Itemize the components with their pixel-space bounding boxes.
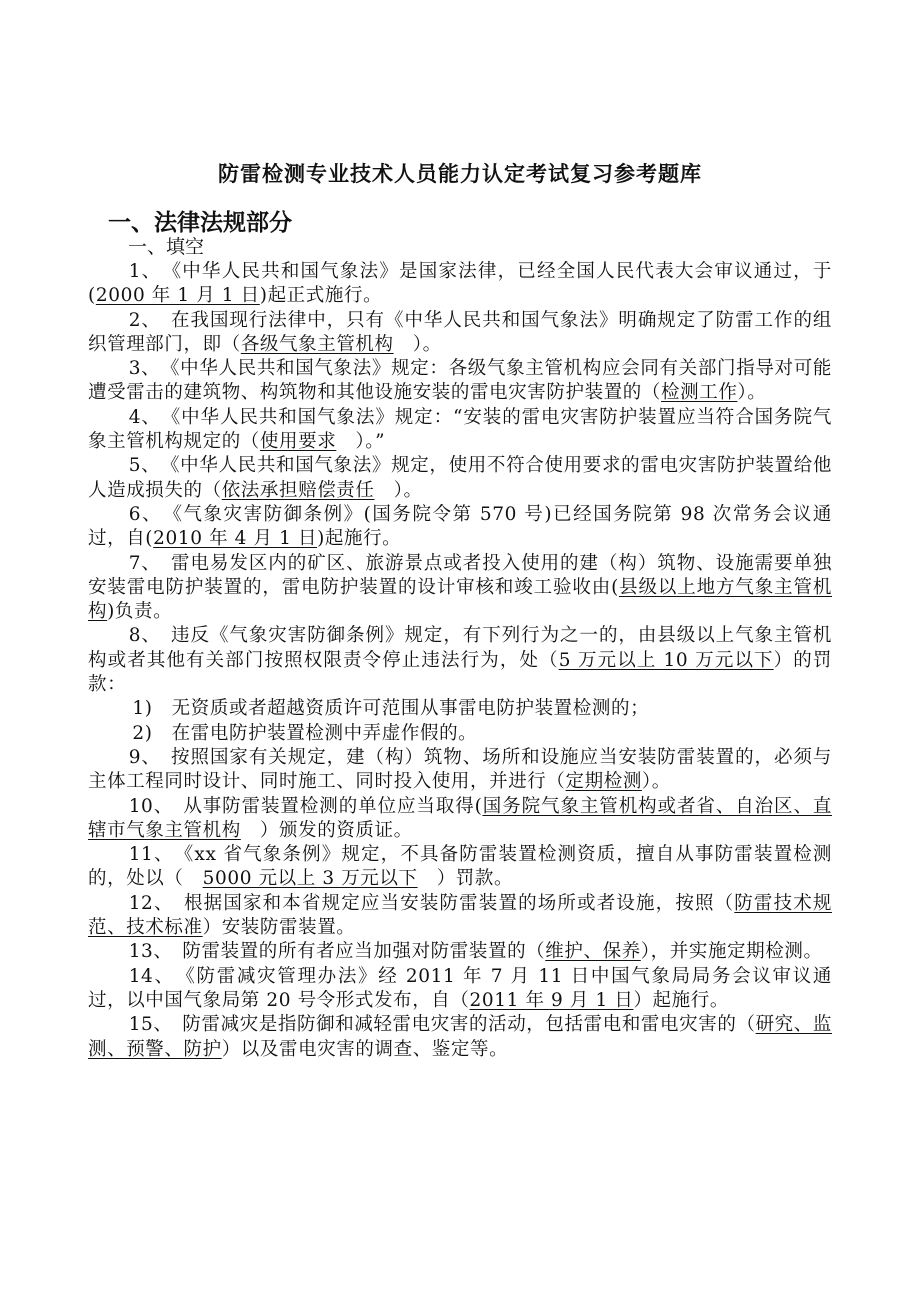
question-item bbox=[88, 454, 832, 503]
answer-blank: 县级以上地方气象主管机构 bbox=[88, 576, 832, 623]
question-text: 9、 按照国家有关规定，建（构）筑物、场所和设施应当安装防雷装置的，必须与主体工程同时设计、同时施工、同时投入使用，并进行（ bbox=[88, 746, 832, 793]
question-text: 1、 《中华人民共和国气象法》是国家法律，已经全国人民代表大会审议通过，于( bbox=[88, 261, 832, 307]
answer-blank: 维护、保养 bbox=[545, 941, 641, 963]
answer-blank: 检测工作 bbox=[661, 382, 738, 404]
answer-blank: 定期检测 bbox=[565, 771, 642, 793]
question-text-end: ）。 bbox=[641, 771, 671, 793]
question-text-end: ）。 bbox=[393, 333, 442, 355]
question-text: 2) 在雷电防护装置检测中弄虚作假的。 bbox=[132, 722, 478, 744]
question-list bbox=[88, 260, 832, 1062]
question-text-end: ）以及雷电灾害的调查、鉴定等。 bbox=[221, 1038, 509, 1060]
question-item bbox=[88, 843, 832, 892]
question-item bbox=[88, 795, 832, 844]
question-text: 1) 无资质或者超越资质许可范围从事雷电防护装置检测的； bbox=[132, 698, 650, 720]
question-text-end: ）颁发的资质证。 bbox=[240, 819, 413, 841]
question-text-end: ）起施行。 bbox=[633, 989, 729, 1011]
answer-blank: 依法承担赔偿责任 bbox=[221, 479, 375, 501]
question-text-end: ）。” bbox=[336, 431, 386, 453]
question-text: 15、 防雷减灾是指防御和减轻雷电灾害的活动，包括雷电和雷电灾害的（ bbox=[128, 1014, 756, 1036]
sub-heading: 一、填空 bbox=[128, 236, 205, 258]
question-item bbox=[88, 309, 832, 358]
question-text-end: ）。 bbox=[737, 382, 767, 404]
question-item bbox=[88, 746, 832, 795]
question-item bbox=[88, 406, 832, 455]
question-text-end: ）罚款。 bbox=[417, 868, 514, 890]
sub-item bbox=[88, 697, 832, 721]
question-text-end: )起正式施行。 bbox=[259, 285, 383, 307]
question-text-end: )起施行。 bbox=[317, 528, 402, 550]
question-text: 6、 《气象灾害防御条例》(国务院令第 570 号)已经国务院第 98 次常务会议通过，自( bbox=[88, 503, 832, 550]
answer-blank: 2000 年 1 月 1 日 bbox=[95, 285, 260, 307]
question-text: 7、 雷电易发区内的矿区、旅游景点或者投入使用的建（构）筑物、设施需要单独安装雷电防护装置的，雷电防护装置的设计审核和竣工验收由( bbox=[88, 552, 832, 598]
sub-item bbox=[88, 722, 832, 746]
question-text: 10、 从事防雷装置检测的单位应当取得( bbox=[128, 795, 483, 817]
question-text-end: )负责。 bbox=[107, 601, 173, 623]
question-item bbox=[88, 1013, 832, 1062]
question-text: 14、 《防雷减灾管理办法》经 2011 年 7 月 11 日中国气象局局务会议审议通过，以中国气象局第 20 号令形式发布，自（ bbox=[88, 965, 832, 1011]
answer-blank: 使用要求 bbox=[259, 431, 337, 453]
question-item bbox=[88, 892, 832, 941]
question-item bbox=[88, 940, 832, 964]
answer-blank: 5000 元以上 3 万元以下 bbox=[202, 868, 418, 890]
answer-blank: 2010 年 4 月 1 日 bbox=[153, 528, 318, 550]
answer-blank: 国务院气象主管机构或者省、自治区、直辖市气象主管机构 bbox=[88, 795, 832, 841]
document-title: 防雷检测专业技术人员能力认定考试复习参考题库 bbox=[218, 161, 702, 186]
question-item bbox=[88, 965, 832, 1014]
question-item bbox=[88, 624, 832, 697]
question-item bbox=[88, 357, 832, 406]
answer-blank: 研究、监测、预警、防护 bbox=[88, 1014, 832, 1060]
question-item bbox=[88, 260, 832, 309]
question-text: 5、 《中华人民共和国气象法》规定，使用不符合使用要求的雷电灾害防护装置给他人造成损失的（ bbox=[88, 455, 832, 501]
question-text-end: ）安装防雷装置。 bbox=[202, 917, 356, 939]
answer-blank: 2011 年 9 月 1 日 bbox=[469, 989, 634, 1011]
question-text: 11、 《xx 省气象条例》规定，不具备防雷装置检测资质，擅自从事防雷装置检测的，处以（ bbox=[88, 844, 832, 890]
question-text: 4、 《中华人民共和国气象法》规定：“安装的雷电灾害防护装置应当符合国务院气象主管机构规定的（ bbox=[88, 406, 832, 453]
question-text: 3、 《中华人民共和国气象法》规定：各级气象主管机构应会同有关部门指导对可能遭受雷击的建筑物、构筑物和其他设施安装的雷电灾害防护装置的（ bbox=[88, 358, 832, 404]
question-text-end: ），并实施定期检测。 bbox=[640, 941, 823, 963]
section-heading: 一、法律法规部分 bbox=[108, 210, 292, 236]
answer-blank: 防雷技术规范、技术标准 bbox=[88, 892, 832, 939]
question-text: 2、 在我国现行法律中，只有《中华人民共和国气象法》明确规定了防雷工作的组织管理部门，即（ bbox=[88, 309, 832, 355]
question-item bbox=[88, 552, 832, 625]
question-text: 8、 违反《气象灾害防御条例》规定，有下列行为之一的，由县级以上气象主管机构或者其他有关部门按照权限责令停止违法行为，处（ bbox=[88, 625, 832, 671]
question-text: 13、 防雷装置的所有者应当加强对防雷装置的（ bbox=[128, 941, 546, 963]
question-item bbox=[88, 503, 832, 552]
answer-blank: 各级气象主管机构 bbox=[240, 333, 394, 355]
answer-blank: 5 万元以上 10 万元以下 bbox=[558, 649, 774, 671]
question-text-end: ）的罚款： bbox=[88, 649, 832, 696]
question-text: 12、 根据国家和本省规定应当安装防雷装置的场所或者设施，按照（ bbox=[128, 892, 735, 914]
question-text-end: ）。 bbox=[374, 479, 423, 501]
